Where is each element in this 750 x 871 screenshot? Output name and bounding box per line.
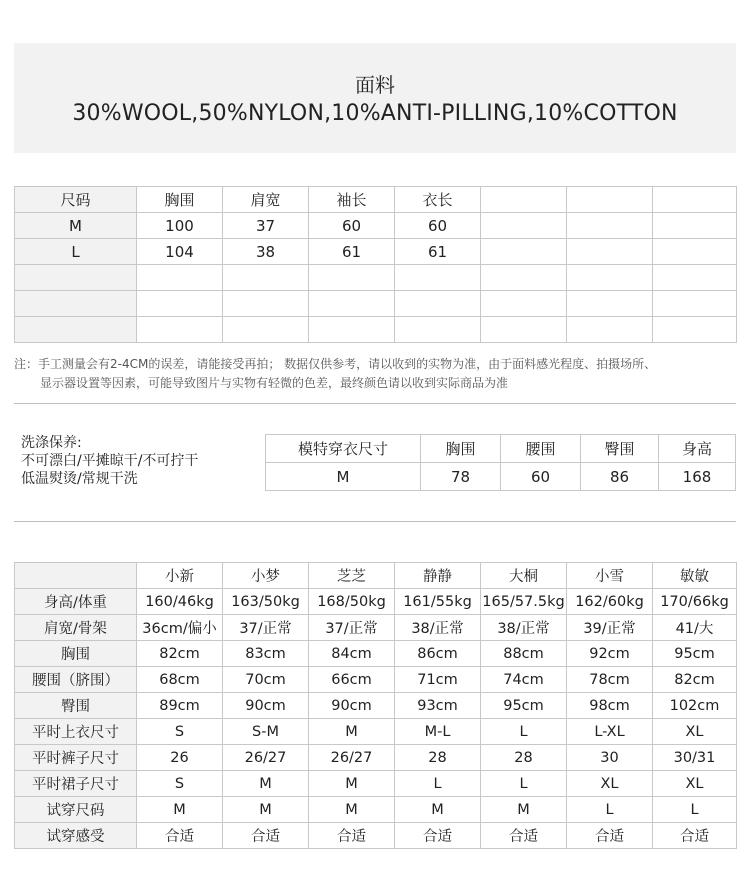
try-on-row bbox=[15, 693, 737, 719]
try-on-cell: L bbox=[567, 797, 653, 823]
model-value-cell: M bbox=[266, 463, 421, 491]
try-on-cell: M bbox=[395, 797, 481, 823]
try-on-cell: 合适 bbox=[223, 823, 309, 849]
fabric-banner bbox=[14, 43, 736, 153]
size-table-cell bbox=[481, 239, 567, 265]
try-on-cell: 平时裤子尺寸 bbox=[15, 745, 137, 771]
model-header-cell: 腰围 bbox=[501, 435, 581, 463]
try-on-cell: 68cm bbox=[137, 667, 223, 693]
size-table-cell bbox=[481, 291, 567, 317]
try-on-cell: 161/55kg bbox=[395, 589, 481, 615]
size-table-cell bbox=[395, 265, 481, 291]
try-on-row bbox=[15, 563, 737, 589]
try-on-cell: 83cm bbox=[223, 641, 309, 667]
size-table-cell bbox=[481, 187, 567, 213]
try-on-cell: 66cm bbox=[309, 667, 395, 693]
try-on-cell: 臀围 bbox=[15, 693, 137, 719]
try-on-cell: 胸围 bbox=[15, 641, 137, 667]
size-table-cell bbox=[653, 317, 737, 343]
try-on-cell: L bbox=[481, 719, 567, 745]
try-on-cell: 合适 bbox=[137, 823, 223, 849]
try-on-cell: S bbox=[137, 771, 223, 797]
size-table-cell bbox=[223, 265, 309, 291]
size-table-row bbox=[15, 265, 737, 291]
note-line-1: 注：手工测量会有2-4CM的误差，请能接受再拍； 数据仅供参考，请以收到的实物为准，由于面料感光程度、拍摄场所、 bbox=[14, 357, 657, 371]
size-table-cell bbox=[15, 265, 137, 291]
size-table-cell bbox=[395, 291, 481, 317]
try-on-cell: 38/正常 bbox=[395, 615, 481, 641]
size-table-row bbox=[15, 317, 737, 343]
size-table-cell bbox=[481, 213, 567, 239]
model-table bbox=[265, 434, 736, 491]
model-value-cell: 168 bbox=[659, 463, 736, 491]
model-value-row bbox=[266, 463, 736, 491]
model-value-cell: 60 bbox=[501, 463, 581, 491]
try-on-cell: M bbox=[309, 719, 395, 745]
try-on-cell: 98cm bbox=[567, 693, 653, 719]
try-on-cell: 37/正常 bbox=[223, 615, 309, 641]
model-value-cell: 78 bbox=[421, 463, 501, 491]
try-on-cell: 168/50kg bbox=[309, 589, 395, 615]
try-on-row bbox=[15, 745, 737, 771]
note-line-2: 显示器设置等因素，可能导致图片与实物有轻微的色差，最终颜色请以收到实际商品为准 bbox=[40, 376, 509, 390]
try-on-cell: M bbox=[481, 797, 567, 823]
size-table-cell bbox=[15, 317, 137, 343]
size-table-cell bbox=[223, 291, 309, 317]
try-on-cell: 82cm bbox=[137, 641, 223, 667]
model-header-row bbox=[266, 435, 736, 463]
size-table-cell: 尺码 bbox=[15, 187, 137, 213]
try-on-cell: 30/31 bbox=[653, 745, 737, 771]
size-table-cell bbox=[309, 265, 395, 291]
try-on-cell: 合适 bbox=[567, 823, 653, 849]
size-table-cell bbox=[567, 187, 653, 213]
try-on-cell: 平时裙子尺寸 bbox=[15, 771, 137, 797]
size-table-cell: 肩宽 bbox=[223, 187, 309, 213]
size-table-cell: 104 bbox=[137, 239, 223, 265]
size-table-cell: 38 bbox=[223, 239, 309, 265]
try-on-cell: 89cm bbox=[137, 693, 223, 719]
try-on-cell: M bbox=[223, 797, 309, 823]
try-on-cell: 82cm bbox=[653, 667, 737, 693]
size-table-cell bbox=[137, 317, 223, 343]
try-on-cell: 160/46kg bbox=[137, 589, 223, 615]
try-on-cell: 身高/体重 bbox=[15, 589, 137, 615]
size-table-cell: 61 bbox=[395, 239, 481, 265]
try-on-cell: 敏敏 bbox=[653, 563, 737, 589]
try-on-cell: L bbox=[481, 771, 567, 797]
try-on-cell: 试穿尺码 bbox=[15, 797, 137, 823]
size-table-cell bbox=[567, 291, 653, 317]
model-header-cell: 胸围 bbox=[421, 435, 501, 463]
size-table-cell: 衣长 bbox=[395, 187, 481, 213]
model-header-cell: 模特穿衣尺寸 bbox=[266, 435, 421, 463]
try-on-cell: 合适 bbox=[395, 823, 481, 849]
try-on-cell: 小梦 bbox=[223, 563, 309, 589]
care-instructions bbox=[21, 434, 198, 488]
try-on-cell: 95cm bbox=[481, 693, 567, 719]
try-on-cell: M bbox=[137, 797, 223, 823]
size-table-cell: M bbox=[15, 213, 137, 239]
fabric-title: 面料 bbox=[355, 73, 395, 97]
try-on-row bbox=[15, 589, 737, 615]
size-table-cell: 60 bbox=[309, 213, 395, 239]
try-on-cell: 170/66kg bbox=[653, 589, 737, 615]
try-on-cell: 90cm bbox=[309, 693, 395, 719]
size-table-row bbox=[15, 187, 737, 213]
try-on-cell: 腰围（脐围） bbox=[15, 667, 137, 693]
try-on-cell: L bbox=[653, 797, 737, 823]
size-table-cell bbox=[653, 239, 737, 265]
try-on-cell: 74cm bbox=[481, 667, 567, 693]
try-on-cell: 芝芝 bbox=[309, 563, 395, 589]
try-on-cell: 92cm bbox=[567, 641, 653, 667]
size-table-cell bbox=[481, 317, 567, 343]
try-on-cell: 26 bbox=[137, 745, 223, 771]
try-on-cell: 合适 bbox=[309, 823, 395, 849]
try-on-cell: 102cm bbox=[653, 693, 737, 719]
try-on-row bbox=[15, 823, 737, 849]
try-on-cell bbox=[15, 563, 137, 589]
size-table-cell bbox=[137, 265, 223, 291]
model-value-cell: 86 bbox=[581, 463, 659, 491]
try-on-cell: M bbox=[309, 771, 395, 797]
try-on-cell: XL bbox=[653, 771, 737, 797]
try-on-cell: 37/正常 bbox=[309, 615, 395, 641]
measurement-note bbox=[14, 355, 739, 393]
size-table-cell bbox=[567, 213, 653, 239]
try-on-row bbox=[15, 719, 737, 745]
try-on-cell: 95cm bbox=[653, 641, 737, 667]
try-on-cell: 86cm bbox=[395, 641, 481, 667]
try-on-cell: 小新 bbox=[137, 563, 223, 589]
size-table-row bbox=[15, 213, 737, 239]
try-on-row bbox=[15, 797, 737, 823]
try-on-cell: 39/正常 bbox=[567, 615, 653, 641]
size-table-cell bbox=[567, 317, 653, 343]
try-on-cell: 小雪 bbox=[567, 563, 653, 589]
try-on-cell: 163/50kg bbox=[223, 589, 309, 615]
try-on-cell: L-XL bbox=[567, 719, 653, 745]
try-on-cell: 静静 bbox=[395, 563, 481, 589]
try-on-cell: 合适 bbox=[481, 823, 567, 849]
size-table-cell bbox=[653, 187, 737, 213]
size-table-cell: 袖长 bbox=[309, 187, 395, 213]
try-on-row bbox=[15, 641, 737, 667]
size-table-cell bbox=[567, 265, 653, 291]
try-on-cell: 90cm bbox=[223, 693, 309, 719]
size-table-cell: 61 bbox=[309, 239, 395, 265]
care-line-3: 低温熨烫/常规干洗 bbox=[21, 471, 138, 487]
size-table-cell bbox=[653, 291, 737, 317]
try-on-cell: L bbox=[395, 771, 481, 797]
try-on-cell: S bbox=[137, 719, 223, 745]
try-on-cell: XL bbox=[653, 719, 737, 745]
try-on-cell: 71cm bbox=[395, 667, 481, 693]
try-on-cell: 大桐 bbox=[481, 563, 567, 589]
care-line-2: 不可漂白/平摊晾干/不可拧干 bbox=[21, 453, 199, 469]
try-on-cell: M bbox=[223, 771, 309, 797]
try-on-cell: 平时上衣尺寸 bbox=[15, 719, 137, 745]
size-table-cell bbox=[395, 317, 481, 343]
try-on-cell: 165/57.5kg bbox=[481, 589, 567, 615]
try-on-cell: 合适 bbox=[653, 823, 737, 849]
size-table-row bbox=[15, 239, 737, 265]
fabric-composition: 30%WOOL,50%NYLON,10%ANTI-PILLING,10%COTTON bbox=[72, 101, 678, 126]
try-on-cell: 41/大 bbox=[653, 615, 737, 641]
try-on-cell: 70cm bbox=[223, 667, 309, 693]
model-header-cell: 身高 bbox=[659, 435, 736, 463]
size-table-cell bbox=[15, 291, 137, 317]
divider bbox=[14, 403, 736, 404]
size-table-cell: L bbox=[15, 239, 137, 265]
size-table-cell: 60 bbox=[395, 213, 481, 239]
size-table-cell bbox=[309, 291, 395, 317]
try-on-cell: M bbox=[309, 797, 395, 823]
size-table-cell: 37 bbox=[223, 213, 309, 239]
size-table-cell bbox=[223, 317, 309, 343]
try-on-row bbox=[15, 771, 737, 797]
try-on-cell: 84cm bbox=[309, 641, 395, 667]
try-on-cell: M-L bbox=[395, 719, 481, 745]
try-on-cell: 26/27 bbox=[223, 745, 309, 771]
try-on-cell: 162/60kg bbox=[567, 589, 653, 615]
try-on-cell: XL bbox=[567, 771, 653, 797]
try-on-cell: 36cm/偏小 bbox=[137, 615, 223, 641]
try-on-cell: 93cm bbox=[395, 693, 481, 719]
care-title: 洗涤保养: bbox=[21, 435, 82, 451]
try-on-cell: 38/正常 bbox=[481, 615, 567, 641]
try-on-cell: 试穿感受 bbox=[15, 823, 137, 849]
try-on-cell: 28 bbox=[395, 745, 481, 771]
try-on-cell: 肩宽/骨架 bbox=[15, 615, 137, 641]
try-on-cell: S-M bbox=[223, 719, 309, 745]
size-table-cell bbox=[309, 317, 395, 343]
try-on-cell: 26/27 bbox=[309, 745, 395, 771]
size-table-cell: 胸围 bbox=[137, 187, 223, 213]
size-table-cell bbox=[481, 265, 567, 291]
size-table-cell bbox=[653, 213, 737, 239]
try-on-cell: 88cm bbox=[481, 641, 567, 667]
divider bbox=[14, 521, 736, 522]
size-table-cell bbox=[567, 239, 653, 265]
try-on-row bbox=[15, 667, 737, 693]
try-on-cell: 28 bbox=[481, 745, 567, 771]
try-on-table bbox=[14, 562, 737, 849]
size-table bbox=[14, 186, 737, 343]
size-table-row bbox=[15, 291, 737, 317]
size-table-cell bbox=[653, 265, 737, 291]
try-on-cell: 30 bbox=[567, 745, 653, 771]
size-table-cell bbox=[137, 291, 223, 317]
try-on-row bbox=[15, 615, 737, 641]
model-header-cell: 臀围 bbox=[581, 435, 659, 463]
try-on-cell: 78cm bbox=[567, 667, 653, 693]
size-table-cell: 100 bbox=[137, 213, 223, 239]
